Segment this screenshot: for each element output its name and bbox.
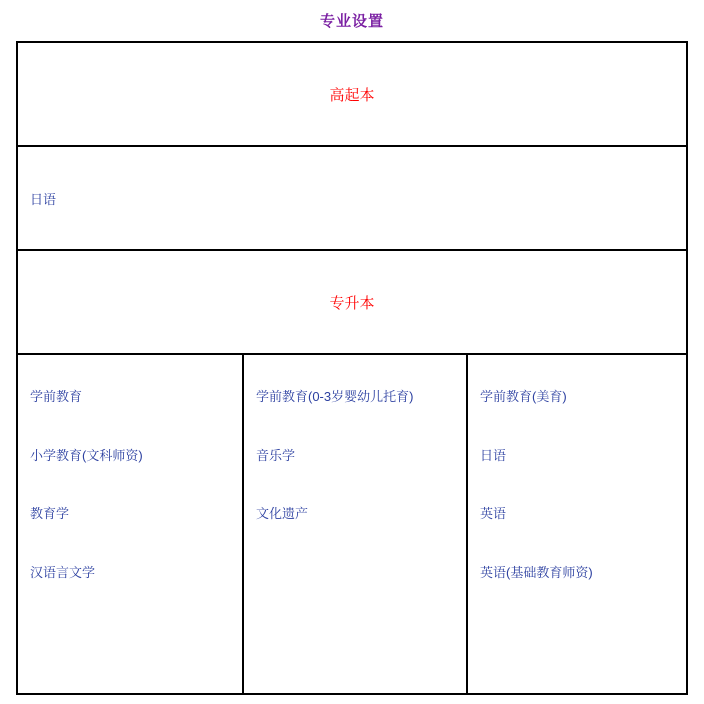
majors-column-2 [244,355,468,693]
section-header-zhuanshengben-label: 专升本 [329,294,375,312]
list-item: 教育学 [30,506,70,522]
majors-columns [18,355,686,693]
majors-table [16,41,688,695]
list-item: 英语(基础教育师资) [480,564,593,580]
list-item: 学前教育 [30,389,83,404]
list-item: 小学教育(文科师资) [30,447,143,463]
majors-column-1 [18,355,244,693]
list-item: 英语 [480,506,507,522]
list-item: 音乐学 [256,447,296,463]
list-item: 学前教育(美育) [480,389,567,404]
section-header-zhuanshengben [18,251,686,355]
page-root [0,10,704,704]
page-title: 专业设置 [319,13,384,30]
list-item: 汉语言文学 [30,564,96,580]
section-header-gaoqiben-label: 高起本 [329,86,375,104]
majors-column-3 [468,355,686,693]
list-item: 文化遗产 [256,506,309,522]
section-row-japanese-label: 日语 [30,191,57,207]
list-item: 日语 [480,447,507,463]
list-item: 学前教育(0-3岁婴幼儿托育) [256,389,414,404]
section-row-japanese [18,147,686,251]
section-header-gaoqiben [18,43,686,147]
